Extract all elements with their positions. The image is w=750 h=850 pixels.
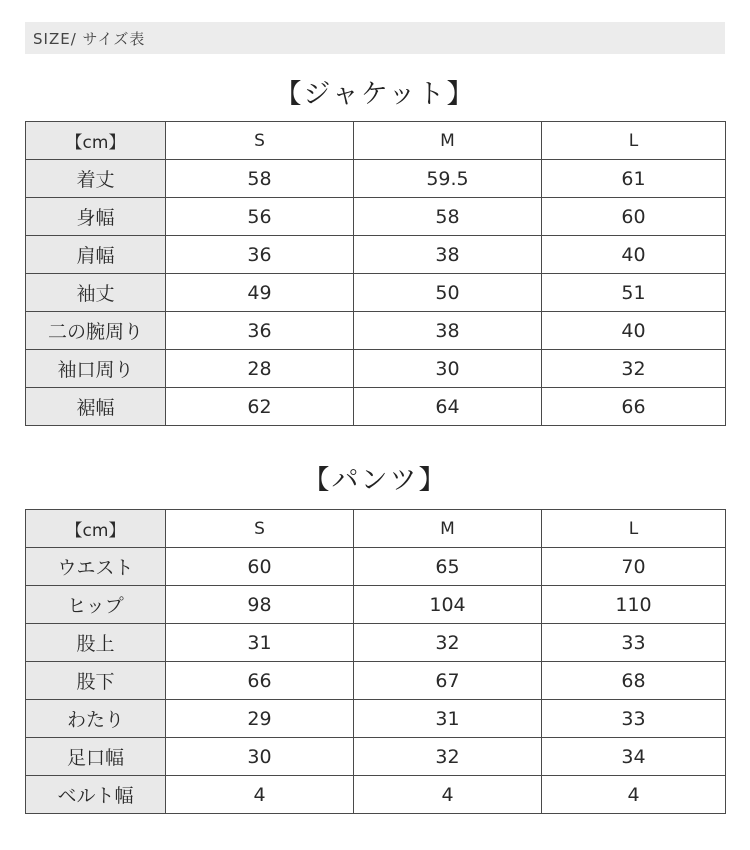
size-header-cell: M: [354, 510, 542, 548]
table-row: [26, 236, 726, 274]
measurement-label: 袖口周り: [26, 350, 166, 388]
measurement-value: 60: [166, 548, 354, 586]
pants-section-title: 【パンツ】: [302, 465, 448, 496]
measurement-label: ウエスト: [26, 548, 166, 586]
size-header-cell: S: [166, 122, 354, 160]
unit-header-cell: 【cm】: [26, 122, 166, 160]
measurement-value: 70: [542, 548, 726, 586]
measurement-value: 49: [166, 274, 354, 312]
measurement-value: 50: [354, 274, 542, 312]
measurement-value: 38: [354, 312, 542, 350]
jacket-size-table-body: [26, 122, 726, 426]
measurement-value: 29: [166, 700, 354, 738]
measurement-value: 61: [542, 160, 726, 198]
table-row: [26, 776, 726, 814]
size-header-cell: M: [354, 122, 542, 160]
jacket-section-title: 【ジャケット】: [274, 79, 476, 110]
measurement-value: 31: [166, 624, 354, 662]
measurement-value: 104: [354, 586, 542, 624]
measurement-value: 32: [542, 350, 726, 388]
measurement-value: 67: [354, 662, 542, 700]
measurement-value: 40: [542, 312, 726, 350]
measurement-value: 32: [354, 624, 542, 662]
measurement-label: 足口幅: [26, 738, 166, 776]
measurement-value: 40: [542, 236, 726, 274]
measurement-label: 股下: [26, 662, 166, 700]
table-row: [26, 548, 726, 586]
table-row: [26, 388, 726, 426]
measurement-value: 110: [542, 586, 726, 624]
jacket-size-table: [25, 121, 726, 426]
table-row: [26, 198, 726, 236]
measurement-value: 66: [542, 388, 726, 426]
measurement-value: 66: [166, 662, 354, 700]
measurement-label: 身幅: [26, 198, 166, 236]
measurement-label: 二の腕周り: [26, 312, 166, 350]
measurement-value: 58: [166, 160, 354, 198]
size-header-cell: L: [542, 510, 726, 548]
measurement-value: 33: [542, 624, 726, 662]
unit-header-cell: 【cm】: [26, 510, 166, 548]
measurement-label: 着丈: [26, 160, 166, 198]
table-row: [26, 738, 726, 776]
measurement-value: 58: [354, 198, 542, 236]
table-row: [26, 160, 726, 198]
measurement-value: 31: [354, 700, 542, 738]
pants-size-table: [25, 509, 726, 814]
measurement-value: 60: [542, 198, 726, 236]
table-row: [26, 350, 726, 388]
measurement-value: 65: [354, 548, 542, 586]
measurement-label: 肩幅: [26, 236, 166, 274]
table-row: [26, 312, 726, 350]
measurement-value: 34: [542, 738, 726, 776]
size-header-cell: S: [166, 510, 354, 548]
measurement-label: ベルト幅: [26, 776, 166, 814]
pants-size-table-body: [26, 510, 726, 814]
measurement-value: 98: [166, 586, 354, 624]
measurement-label: わたり: [26, 700, 166, 738]
table-row: [26, 700, 726, 738]
size-chart-header-label: SIZE/ サイズ表: [33, 29, 146, 48]
measurement-value: 4: [166, 776, 354, 814]
measurement-value: 32: [354, 738, 542, 776]
measurement-label: 袖丈: [26, 274, 166, 312]
jacket-header-row: [26, 122, 726, 160]
measurement-value: 33: [542, 700, 726, 738]
measurement-value: 38: [354, 236, 542, 274]
measurement-label: ヒップ: [26, 586, 166, 624]
table-row: [26, 662, 726, 700]
measurement-label: 股上: [26, 624, 166, 662]
measurement-value: 28: [166, 350, 354, 388]
measurement-value: 51: [542, 274, 726, 312]
measurement-value: 59.5: [354, 160, 542, 198]
measurement-label: 裾幅: [26, 388, 166, 426]
measurement-value: 4: [354, 776, 542, 814]
measurement-value: 4: [542, 776, 726, 814]
measurement-value: 36: [166, 312, 354, 350]
pants-header-row: [26, 510, 726, 548]
measurement-value: 62: [166, 388, 354, 426]
measurement-value: 56: [166, 198, 354, 236]
measurement-value: 30: [166, 738, 354, 776]
measurement-value: 36: [166, 236, 354, 274]
measurement-value: 64: [354, 388, 542, 426]
measurement-value: 68: [542, 662, 726, 700]
size-chart-header: [25, 22, 725, 54]
table-row: [26, 624, 726, 662]
measurement-value: 30: [354, 350, 542, 388]
table-row: [26, 274, 726, 312]
size-header-cell: L: [542, 122, 726, 160]
table-row: [26, 586, 726, 624]
